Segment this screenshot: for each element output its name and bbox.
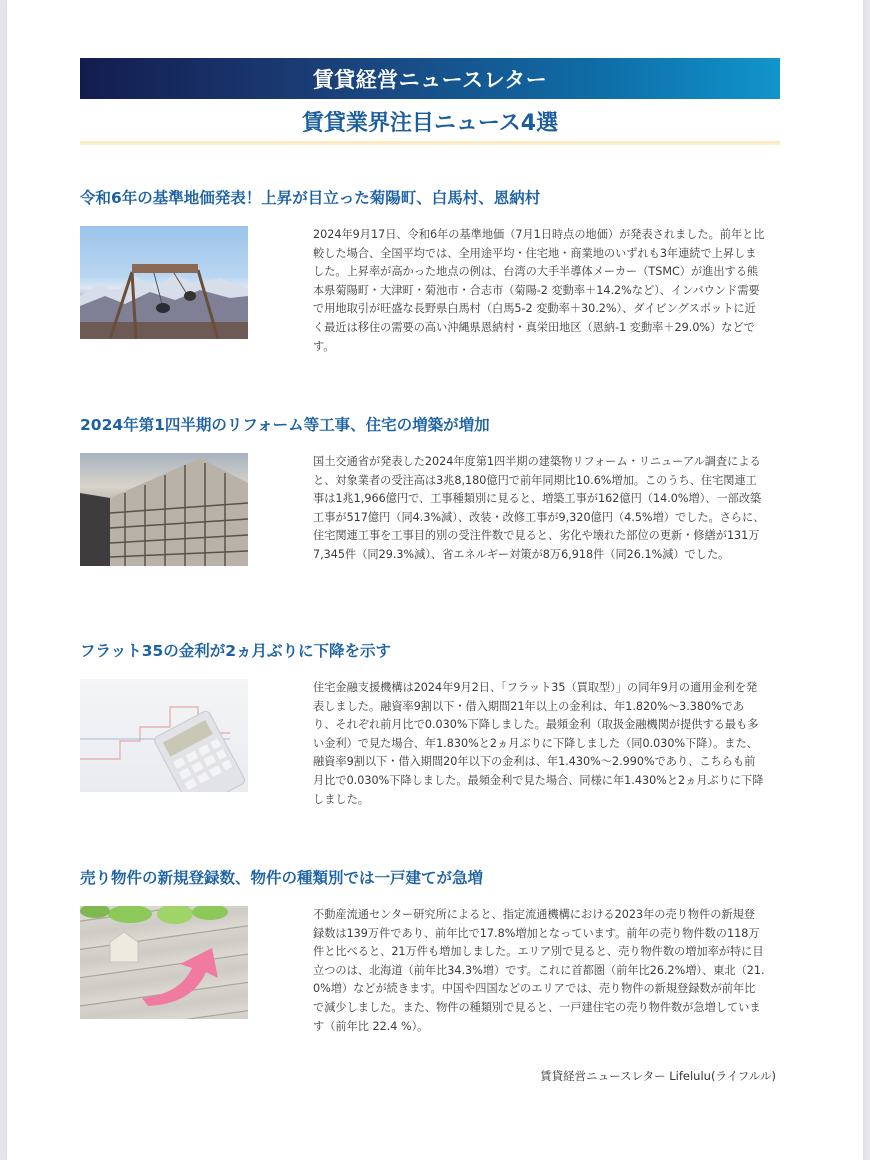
banner-title: 賃貸経営ニュースレター xyxy=(312,67,548,92)
calculator-icon xyxy=(80,679,248,792)
article-3 xyxy=(80,640,780,809)
divider xyxy=(80,141,780,145)
rising-arrow-icon xyxy=(80,906,248,1019)
article-body: 国土交通省が発表した2024年度第1四半期の建築物リフォーム・リニューアル調査によると、対象業者の受注高は3兆8,180億円で前年同期比10.6%増加。このうち、住宅関連工事は1兆1,966億円で、工事種類別に見ると、増築工事が162億円（14.0%増）、一部改築工事が517億円（同4.3%減）、改装・改修工事が9,320億円（4.5%増）でした。さらに、住宅関連工事を工事目的別の受注件数で見ると、劣化や壊れた部位の更新・修繕が131万7,345件（同29.3%減）、省エネルギー対策が8万6,918件（同26.1%減）でした。 xyxy=(313,455,765,561)
mountain-swing-icon xyxy=(80,226,248,339)
footer-credit: 賃貸経営ニュースレター Lifelulu(ライフルル) xyxy=(540,1069,776,1083)
article-headline: 2024年第1四半期のリフォーム等工事、住宅の増築が増加 xyxy=(80,416,490,434)
page-subtitle: 賃貸業界注目ニュース4選 xyxy=(301,110,559,136)
article-body: 住宅金融支援機構は2024年9月2日、「フラット35（買取型）」の同年9月の適用金利を発表しました。融資率9割以下・借入期間21年以上の金利は、年1.820%～3.380%であり、それぞれ前月比で0.030%下降しました。最頻金利（取扱金融機関が提供する最も多い金利）で見た場合、年1.830%と2ヵ月ぶりに下降しました（同0.030%下降）。また、融資率9割以下・借入期間20年以下の金利は、年1.430%～2.990%であり、こちらも前月比で0.030%下降しました。最頻金利で見た場合、同様に年1.430%と2ヵ月ぶりに下降しました。 xyxy=(313,681,764,806)
article-2 xyxy=(80,414,780,583)
building-scaffold-icon xyxy=(80,453,248,566)
article-headline: 令和6年の基準地価発表！上昇が目立った菊陽町、白馬村、恩納村 xyxy=(80,189,541,207)
mountain-swing-image xyxy=(80,226,248,339)
house-arrow-image xyxy=(80,906,248,1019)
newsletter-banner xyxy=(80,58,780,99)
article-4 xyxy=(80,867,780,1036)
article-body: 2024年9月17日、令和6年の基準地価（7月1日時点の地価）が発表されました。前年と比較した場合、全国平均では、全用途平均・住宅地・商業地のいずれも3年連続で上昇しました。上昇率が高かった地点の例は、台湾の大手半導体メーカー（TSMC）が進出する熊本県菊陽町・大津町・菊池市・合志市（菊陽-2 変動率＋14.2%など）、インバウンド需要で用地取引が旺盛な長野県白馬村（白馬5-2 変動率＋30.2%）、ダイビングスポットに近く最近は移住の需要の高い沖縄県恩納村・真栄田地区（恩納-1 変動率＋29.0%）などです。 xyxy=(313,228,765,353)
article-1 xyxy=(80,187,780,356)
article-body: 不動産流通センター研究所によると、指定流通機構における2023年の売り物件の新規登録数は139万件であり、前年比で17.8%増加となっています。前年の売り物件数の118万件と比べると、21万件も増加しました。エリア別で見ると、売り物件数の増加率が特に目立つのは、北海道（前年比34.3%増）です。これに首都圏（前年比26.2%増）、東北（21.0%増）などが続きます。中国や四国などのエリアでは、売り物件の新規登録数が前年比で減少しました。また、物件の種類別で見ると、一戸建住宅の売り物件数が急増しています（前年比 22.4 %）。 xyxy=(313,908,765,1033)
calculator-graph-image xyxy=(80,679,248,792)
scaffolded-building-image xyxy=(80,453,248,566)
article-headline: 売り物件の新規登録数、物件の種類別では一戸建てが急増 xyxy=(80,869,484,887)
article-headline: フラット35の金利が2ヵ月ぶりに下降を示す xyxy=(80,642,392,660)
